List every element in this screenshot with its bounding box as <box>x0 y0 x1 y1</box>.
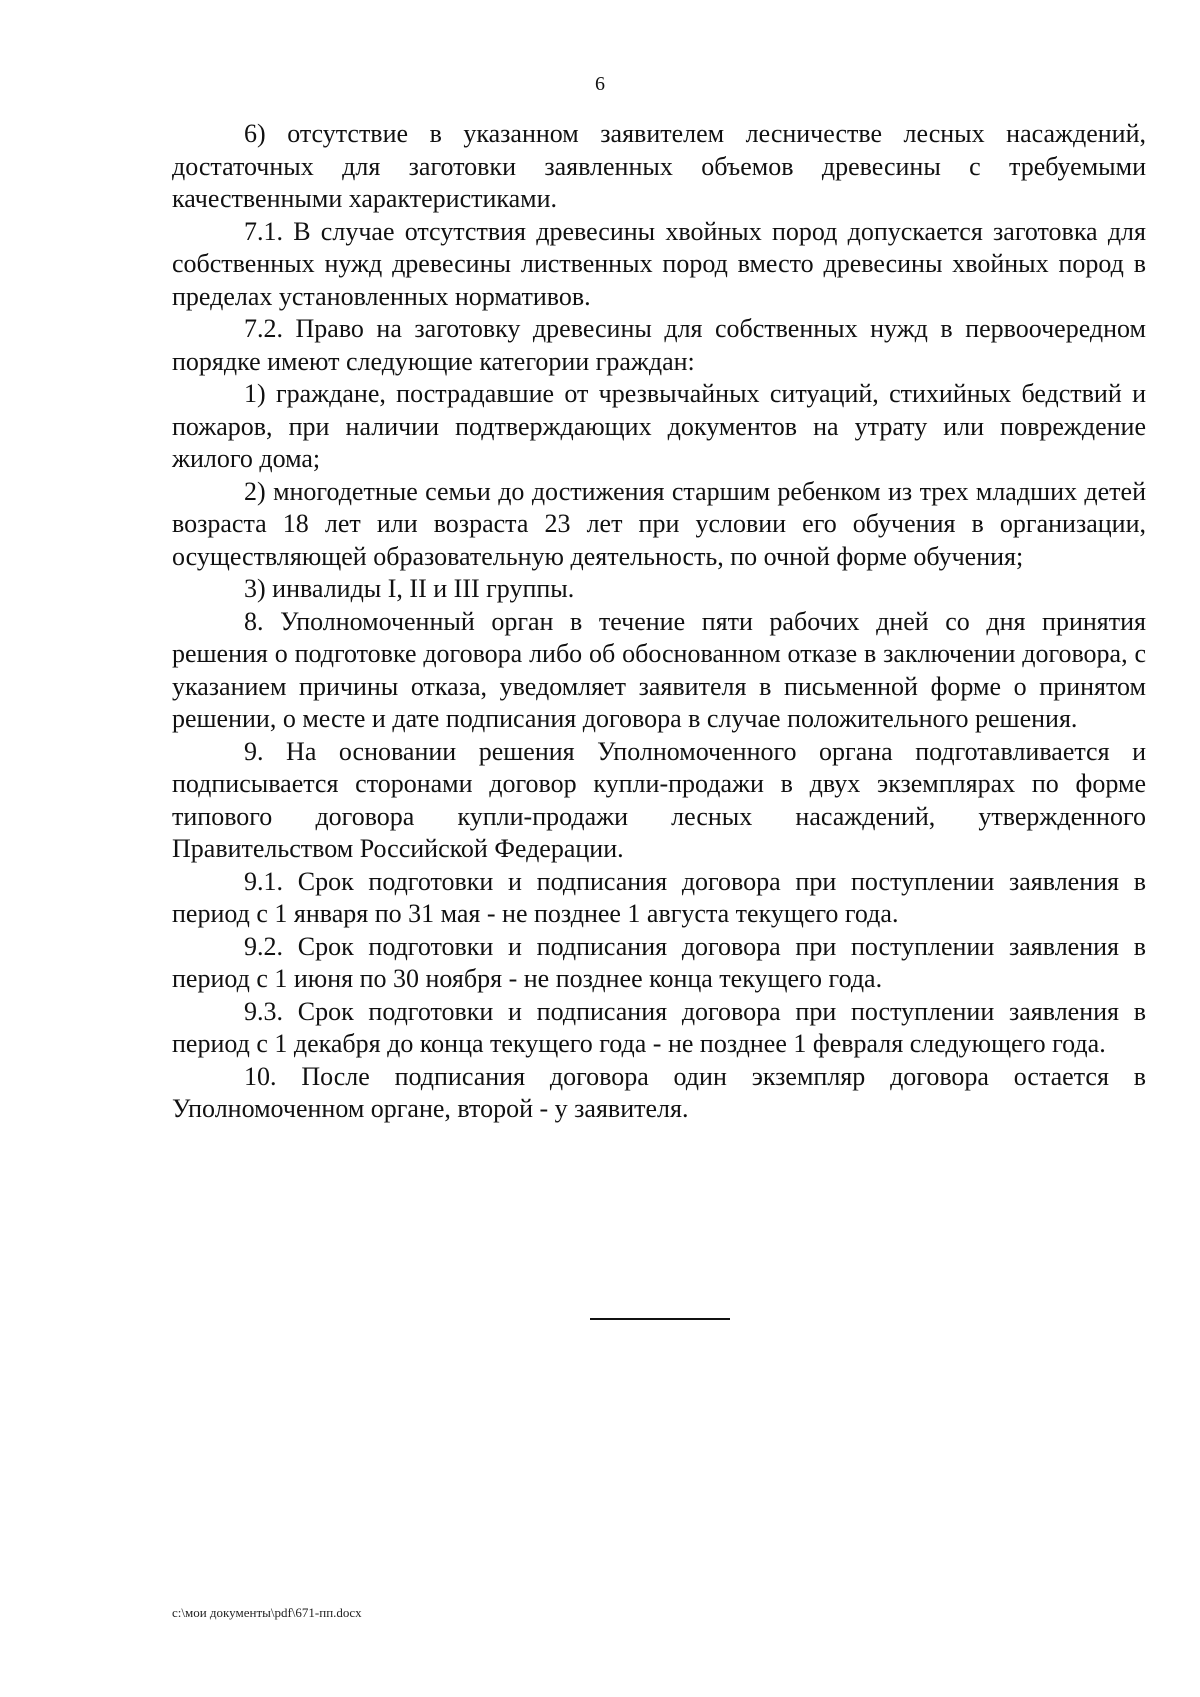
paragraph-subitem-3: 3) инвалиды I, II и III группы. <box>244 574 575 603</box>
paragraph-item-9-3: 9.3. Срок подготовки и подписания договора при поступлении заявления в период с 1 декабря до конца текущего года - не позднее 1 февраля следующего года. <box>172 996 1146 1058</box>
paragraph-item-9-2: 9.2. Срок подготовки и подписания договора при поступлении заявления в период с 1 июня по 30 ноября - не позднее конца текущего года. <box>172 931 1146 993</box>
footer-file-path: c:\мои документы\pdf\671-пп.docx <box>172 1605 362 1620</box>
paragraph-item-8: 8. Уполномоченный орган в течение пяти рабочих дней со дня принятия решения о подготовке договора либо об обоснованном отказе в заключении договора, с указанием причины отказа, уведомляет заявителя в письменной форме о принятом решении, о месте и дате подписания договора в случае положительного решения. <box>172 606 1146 733</box>
paragraph-item-10: 10. После подписания договора один экземпляр договора остается в Уполномоченном органе, второй - у заявителя. <box>172 1061 1146 1123</box>
paragraph-item-7-2: 7.2. Право на заготовку древесины для собственных нужд в первоочередном порядке имеют следующие категории граждан: <box>172 314 1146 376</box>
end-of-document-rule <box>590 1318 730 1320</box>
paragraph-item-9-1: 9.1. Срок подготовки и подписания договора при поступлении заявления в период с 1 января по 31 мая - не позднее 1 августа текущего года. <box>172 866 1146 928</box>
paragraph-subitem-1: 1) граждане, пострадавшие от чрезвычайных ситуаций, стихийных бедствий и пожаров, при наличии подтверждающих документов на утрату или повреждение жилого дома; <box>172 379 1146 473</box>
paragraph-item-9: 9. На основании решения Уполномоченного органа подготавливается и подписывается сторонами договор купли-продажи в двух экземплярах по форме типового договора купли-продажи лесных насаждений, утвержденного Правительством Российской Федерации. <box>172 736 1146 863</box>
page-number: 6 <box>595 73 605 95</box>
paragraph-item-7-1: 7.1. В случае отсутствия древесины хвойных пород допускается заготовка для собственных нужд древесины лиственных пород вместо древесины хвойных пород в пределах установленных нормативов. <box>172 216 1146 311</box>
paragraph-item-6: 6) отсутствие в указанном заявителем лесничестве лесных насаждений, достаточных для заготовки заявленных объемов древесины с требуемыми качественными характеристиками. <box>172 119 1146 213</box>
paragraph-subitem-2: 2) многодетные семьи до достижения старшим ребенком из трех младших детей возраста 18 лет или возраста 23 лет при условии его обучения в организации, осуществляющей образовательную деятельность, по очной форме обучения; <box>172 476 1146 571</box>
document-body <box>172 118 1146 1126</box>
